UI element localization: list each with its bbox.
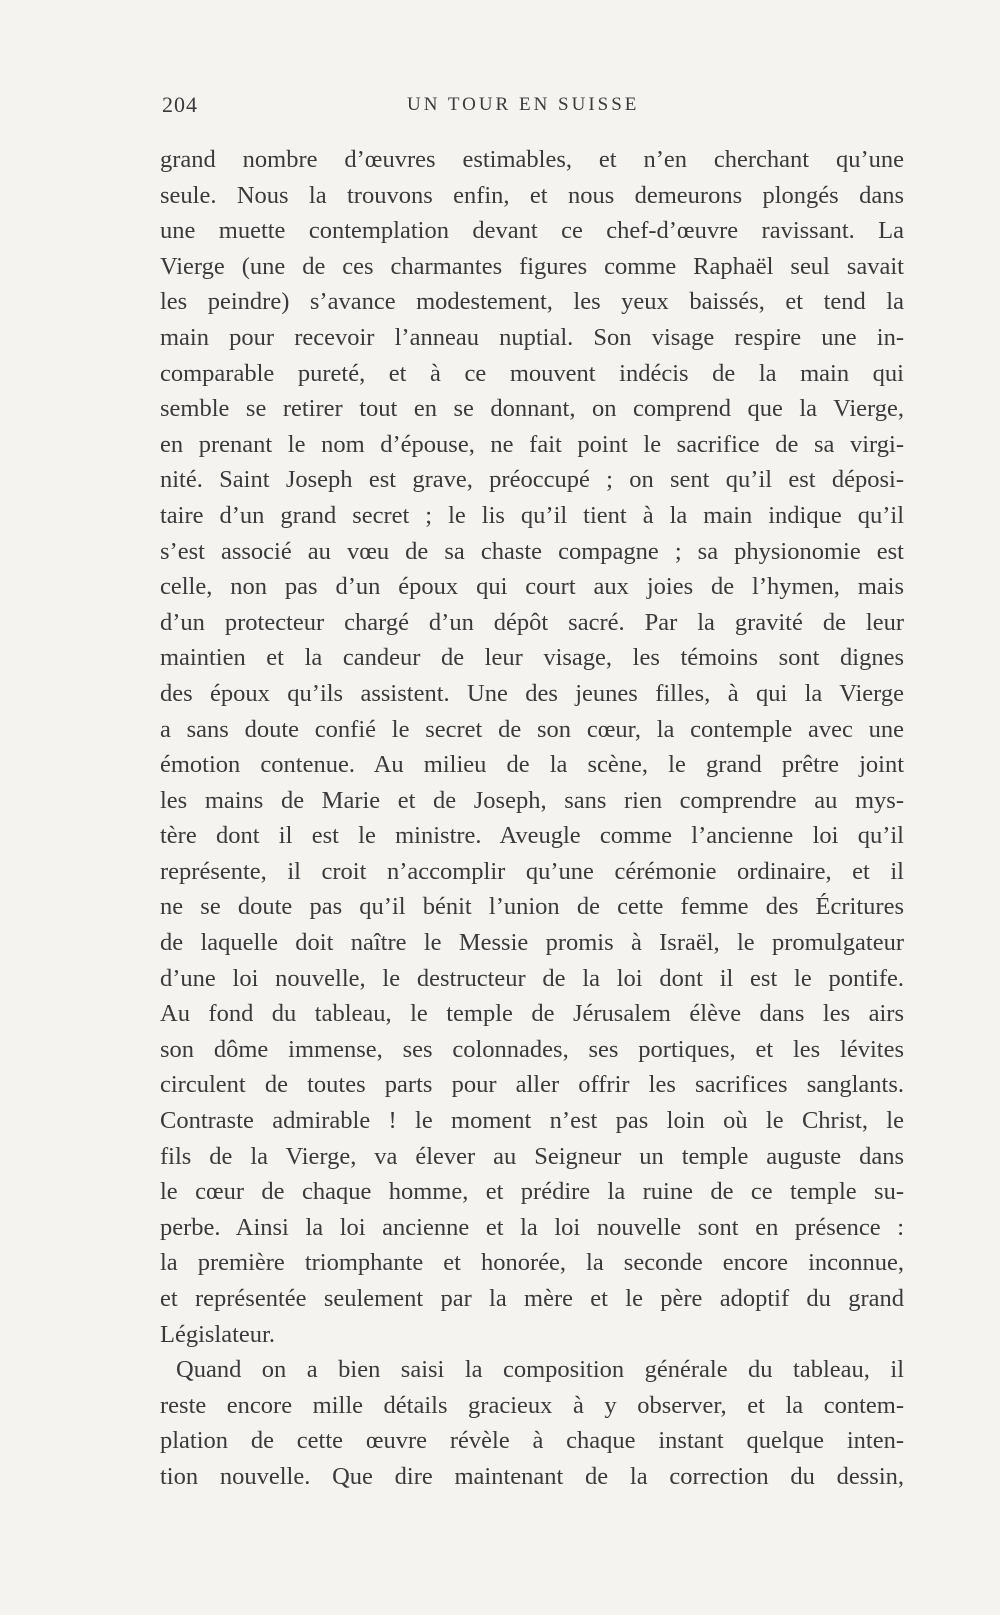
text-line: en prenant le nom d’épouse, ne fait point le sacrifice de sa virgi- xyxy=(160,430,904,458)
text-line: une muette contemplation devant ce chef-d’œuvre ravissant. La xyxy=(160,217,904,245)
text-line: taire d’un grand secret ; le lis qu’il tient à la main indique qu’il xyxy=(160,501,904,529)
text-line: d’une loi nouvelle, le destructeur de la loi dont il est le pontife. xyxy=(160,964,904,992)
running-head: UN TOUR EN SUISSE xyxy=(407,94,640,115)
text-line: le cœur de chaque homme, et prédire la ruine de ce temple su- xyxy=(160,1178,904,1206)
text-line: seule. Nous la trouvons enfin, et nous demeurons plongés dans xyxy=(160,181,904,209)
text-line: maintien et la candeur de leur visage, les témoins sont dignes xyxy=(160,644,904,672)
body-text xyxy=(160,142,904,1495)
text-line: de laquelle doit naître le Messie promis à Israël, le promulgateur xyxy=(160,929,904,957)
text-line: semble se retirer tout en se donnant, on comprend que la Vierge, xyxy=(160,395,904,423)
text-line: fils de la Vierge, va élever au Seigneur un temple auguste dans xyxy=(160,1142,904,1170)
text-line: nité. Saint Joseph est grave, préoccupé ; on sent qu’il est déposi- xyxy=(160,466,904,494)
text-line: ne se doute pas qu’il bénit l’union de cette femme des Écritures xyxy=(160,893,904,921)
text-line: tion nouvelle. Que dire maintenant de la correction du dessin, xyxy=(160,1462,904,1490)
text-line: les peindre) s’avance modestement, les yeux baissés, et tend la xyxy=(160,288,904,316)
text-line: circulent de toutes parts pour aller offrir les sacrifices sanglants. xyxy=(160,1071,904,1099)
text-line: perbe. Ainsi la loi ancienne et la loi nouvelle sont en présence : xyxy=(160,1213,904,1241)
text-line: comparable pureté, et à ce mouvent indécis de la main qui xyxy=(160,359,904,387)
text-line: main pour recevoir l’anneau nuptial. Son visage respire une in- xyxy=(160,323,904,351)
text-line: celle, non pas d’un époux qui court aux joies de l’hymen, mais xyxy=(160,573,904,601)
text-line: plation de cette œuvre révèle à chaque instant quelque inten- xyxy=(160,1427,904,1455)
text-line: la première triomphante et honorée, la seconde encore inconnue, xyxy=(160,1249,904,1277)
text-line: des époux qu’ils assistent. Une des jeunes filles, à qui la Vierge xyxy=(160,679,904,707)
text-line: les mains de Marie et de Joseph, sans rien comprendre au mys- xyxy=(160,786,904,814)
text-line: d’un protecteur chargé d’un dépôt sacré. Par la gravité de leur xyxy=(160,608,904,636)
text-line: émotion contenue. Au milieu de la scène, le grand prêtre joint xyxy=(160,751,904,779)
text-line: Vierge (une de ces charmantes figures comme Raphaël seul savait xyxy=(160,252,904,280)
text-line: représente, il croit n’accomplir qu’une cérémonie ordinaire, et il xyxy=(160,857,904,885)
text-line: s’est associé au vœu de sa chaste compagne ; sa physionomie est xyxy=(160,537,904,565)
page-number: 204 xyxy=(162,92,198,117)
text-line: grand nombre d’œuvres estimables, et n’en cherchant qu’une xyxy=(160,146,904,173)
text-line: Contraste admirable ! le moment n’est pas loin où le Christ, le xyxy=(160,1107,904,1135)
page-header xyxy=(162,92,902,126)
text-line: Au fond du tableau, le temple de Jérusalem élève dans les airs xyxy=(160,1000,904,1028)
text-line: et représentée seulement par la mère et le père adoptif du grand xyxy=(160,1285,904,1312)
text-line: Législateur. xyxy=(160,1320,275,1348)
text-line: son dôme immense, ses colonnades, ses portiques, et les lévites xyxy=(160,1035,904,1063)
text-line: reste encore mille détails gracieux à y observer, et la contem- xyxy=(160,1391,904,1419)
text-line: a sans doute confié le secret de son cœur, la contemple avec une xyxy=(160,715,904,743)
text-line: Quand on a bien saisi la composition générale du tableau, il xyxy=(176,1356,904,1384)
text-line: tère dont il est le ministre. Aveugle comme l’ancienne loi qu’il xyxy=(160,822,904,850)
